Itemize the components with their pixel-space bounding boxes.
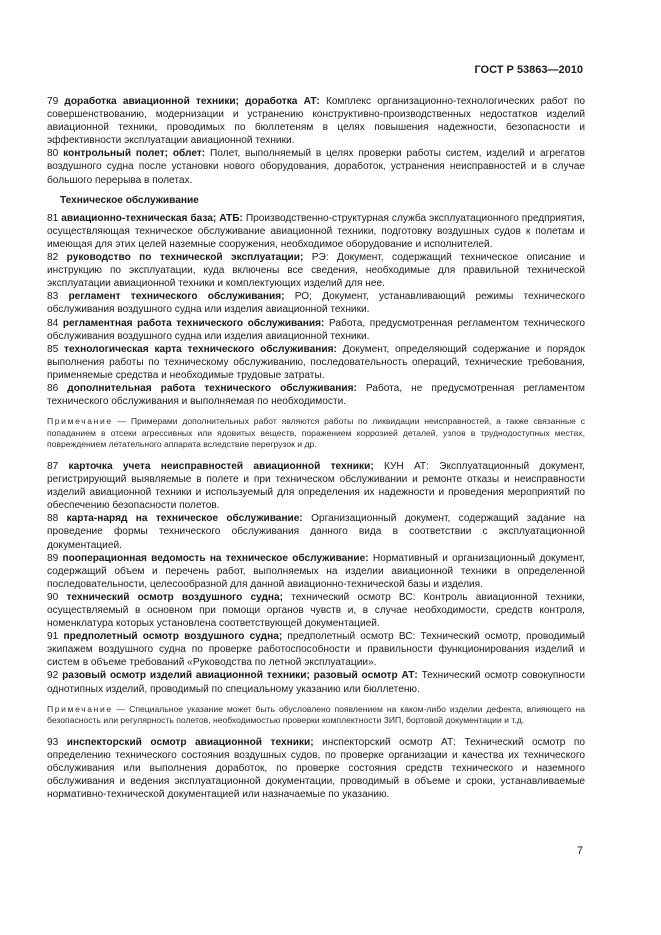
entry-term: разовый осмотр изделий авиационной техники; разовый осмотр АТ: [62,670,418,682]
definition-entry [47,290,585,316]
definition-entry [47,552,585,591]
entry-definition: Организационный документ, содержащий задание на проведение формы технического обслуживания данного вида в соответствии с эксплуатационной документацией. [47,513,585,551]
definition-entry [47,343,585,382]
entry-number: 87 [47,460,59,472]
entry-definition: Документ, определяющий содержание и порядок выполнения работы по техническому обслуживанию, последовательность операций, технические требования, применяемые средства и необходимые трудовые затраты. [47,343,585,381]
note-label: Примечание [47,703,113,714]
entry-definition: Полет, выполняемый в целях проверки работы систем, изделий и агрегатов воздушного судна после установки нового оборудования, доработок, устранения неисправностей и в случае большого перерыва в полетах. [47,148,585,186]
entry-definition: Работа, не предусмотренная регламентом технического обслуживания и выполняемая по необходимости. [47,382,585,408]
entry-definition: Комплекс организационно-технологических работ по совершенствованию, модернизации и устранению конструктивно-производственных недостатков изделий авиационной техники, проводимых по бюллетеням в целях повышения надежности, безопасности и эффективности эксплуатации авиационной техники. [47,96,585,147]
entry-number: 84 [47,317,59,329]
entry-number: 93 [47,736,59,748]
entry-number: 83 [47,291,59,303]
entry-definition: Работа, предусмотренная регламентом технического обслуживания воздушного судна или изделия авиационной техники. [47,317,585,342]
entry-term: карточка учета неисправностей авиационной техники; [68,460,374,472]
entry-definition: Производственно-структурная служба эксплуатационного предприятия, осуществляющая техническое обслуживание авиационной техники, подготовку воздушных судов к полетам и имеющая для этих целей наземные сооружения, необходимое оборудование и исполнителей. [47,212,585,250]
entries-bottom [47,736,585,801]
page-number: 7 [576,845,583,857]
note-2 [47,704,585,727]
entry-term: доработка авиационной техники; доработка АТ: [64,96,320,107]
definition-entry [47,630,585,669]
entry-term: карта-наряд на техническое обслуживание: [66,513,303,525]
entry-term: регламентная работа технического обслуживания: [62,317,325,329]
entry-definition: технический осмотр ВС: Контроль авиационной техники, осуществляемый в основном при помощи органов чувств и, в случае необходимости, средств контроля, номенклатура которых установлена соответствующей документацией. [47,591,585,630]
document-body [47,95,585,801]
definition-entry [47,147,585,186]
note-text: — Специальное указание может быть обусловлено появлением на каком-либо изделии дефекта, влияющего на безопасность или регулярность полетов, необходимостью проверки комплектности ЗИП, бортовой документации и т.д. [47,703,585,726]
entry-term: предполетный осмотр воздушного судна; [63,631,283,643]
entry-term: технологическая карта технического обслуживания: [64,343,337,355]
definition-entry [47,736,585,801]
entry-number: 91 [47,631,59,643]
definition-entry [47,95,585,147]
definition-entry [47,591,585,630]
definition-entry [47,382,585,408]
entry-term: контрольный полет; облет: [63,148,206,160]
entries-middle [47,460,585,696]
entry-number: 80 [47,148,59,160]
entry-number: 79 [47,96,59,107]
entry-term: руководство по технической эксплуатации; [66,252,304,264]
note-label: Примечание [47,416,113,427]
section-heading: Техническое обслуживание [60,194,199,206]
entry-number: 85 [47,343,59,355]
entry-number: 92 [47,670,59,682]
standard-header: ГОСТ Р 53863—2010 [474,64,583,76]
entry-definition: Технический осмотр совокупности однотипных изделий, проводимый по специальному указанию или бюллетеню. [47,670,585,695]
entry-term: технический осмотр воздушного судна; [66,591,284,603]
entry-definition: РО; Документ, устанавливающий режимы технического обслуживания воздушного судна или изделия авиационной техники. [47,291,585,316]
entry-number: 81 [47,212,59,224]
entry-number: 88 [47,513,59,525]
entry-number: 82 [47,252,59,264]
entry-definition: КУН АТ: Эксплуатационный документ, регистрирующий выявляемые в полете и при техническом обслуживании и ремонте отказы и неисправности изделий авиационной техники и используемый для определения их надежности и проведения мероприятий по обеспечению безопасности полетов. [47,460,585,512]
definition-entry [47,460,585,512]
definition-entry [47,512,585,551]
entries-section [47,212,585,408]
entries-top [47,95,585,187]
definition-entry [47,251,585,290]
note-1 [47,416,585,451]
entry-definition: инспекторский осмотр АТ: Технический осмотр по определению технического состояния воздушных судов, по проверке организации и качества их технического обслуживания или выполнения доработок, по проверке состояния средств технического и наземного обслуживания и ведения эксплуатационной документации, проводимый в объеме и сроки, устанавливаемые нормативно-технической документацией или назначаемые по указанию. [47,736,585,801]
entry-term: регламент технического обслуживания; [68,291,285,303]
entry-number: 86 [47,382,59,394]
entry-number: 89 [47,552,59,564]
entry-term: пооперационная ведомость на техническое обслуживание: [62,552,369,564]
entry-term: дополнительная работа технического обслуживания: [67,382,357,394]
definition-entry [47,669,585,695]
entry-definition: Нормативный и организационный документ, содержащий объем и перечень работ, выполняемых на изделии авиационной техники в определенной последовательности, целесообразной для данной авиационно-технической базы и изделия. [47,552,585,590]
entry-definition: предполетный осмотр ВС: Технический осмотр, проводимый экипажем воздушного судна по проверке работоспособности и правильности функционирования изделий и систем в объеме требований «Руководства по летной эксплуатации». [47,631,585,669]
entry-term: авиационно-техническая база; АТБ: [61,212,243,224]
definition-entry [47,317,585,343]
entry-definition: РЭ: Документ, содержащий техническое описание и инструкцию по эксплуатации, куда включены все сведения, необходимые для правильной технической эксплуатации авиационной техники и комплектующих изделий для нее. [47,252,586,290]
note-text: — Примерами дополнительных работ являются работы по ликвидации неисправностей, а также связанные с попаданием в отсеки агрессивных или ядовитых веществ, поражением коррозией деталей, узлов в труднодоступных местах, повреждением летательного аппарата вследствие перегрузок и др. [47,416,585,450]
entry-term: инспекторский осмотр авиационной техники; [66,736,314,748]
entry-number: 90 [47,591,59,603]
definition-entry [47,212,585,251]
